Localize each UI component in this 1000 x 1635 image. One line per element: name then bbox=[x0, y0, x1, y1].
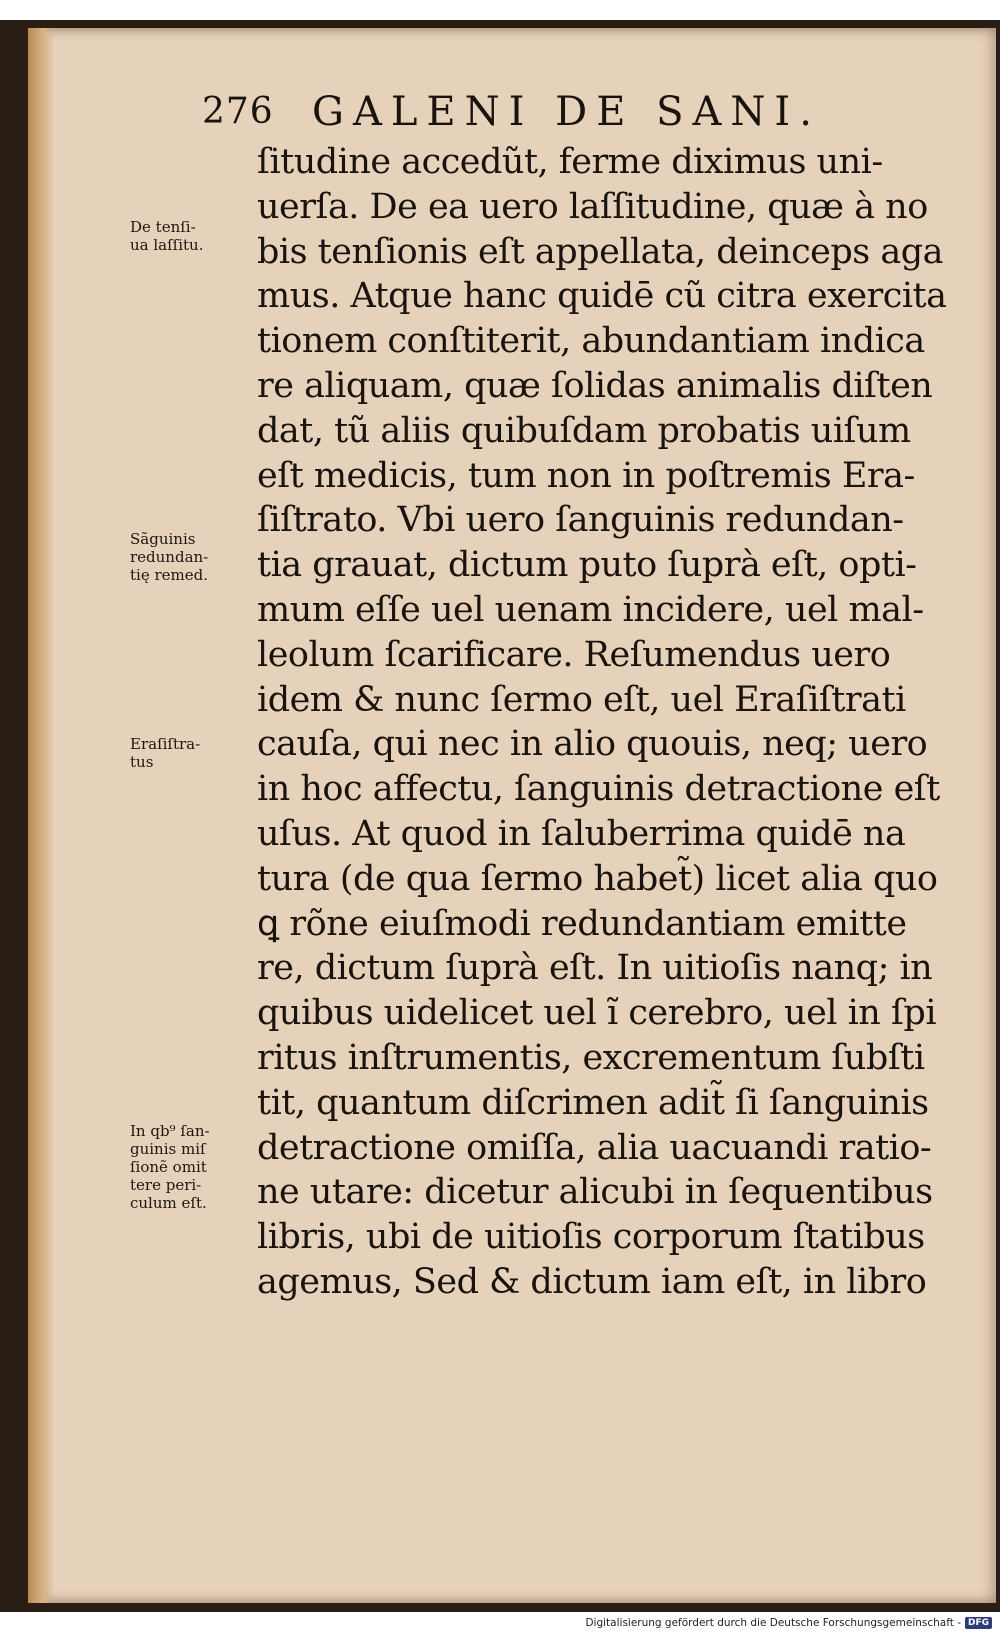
text-line: ꝗ rõne eiuſmodi redundantiam emitte bbox=[257, 903, 907, 944]
text-line: ſitudine accedũt, ferme diximus uni- bbox=[257, 142, 883, 182]
text-line: re, dictum ſuprà eſt. In uitioſis nanq; in bbox=[257, 948, 933, 989]
page-spine-shadow bbox=[28, 28, 54, 1603]
note-line: culum eſt. bbox=[130, 1194, 207, 1212]
note-line: ua laſſitu. bbox=[130, 236, 204, 254]
body-text bbox=[257, 140, 947, 1305]
text-line: mus. Atque hanc quidē cũ citra exercita bbox=[257, 276, 947, 317]
marginal-note-sanguinis-missione bbox=[130, 1122, 252, 1212]
digitization-footer bbox=[585, 1614, 992, 1632]
text-line: tura (de qua ſermo habet̃) licet alia quo bbox=[257, 858, 938, 899]
marginal-note-sanguinis-redundantiae bbox=[130, 530, 252, 584]
text-line: cauſa, qui nec in alio quouis, neq; uero bbox=[257, 724, 928, 765]
text-line: leolum ſcarificare. Reſumendus uero bbox=[257, 634, 891, 675]
text-line: quibus uidelicet uel ĩ cerebro, uel in ſpi bbox=[257, 993, 937, 1034]
text-line: ne utare: dicetur alicubi in ſequentibus bbox=[257, 1172, 933, 1213]
text-line: tionem conſtiterit, abundantiam indica bbox=[257, 321, 925, 362]
text-line: idem & nunc ſermo eſt, uel Eraſiſtrati bbox=[257, 679, 906, 720]
text-line: bis tenſionis eſt appellata, deinceps aga bbox=[257, 231, 944, 272]
text-line: in hoc affectu, ſanguinis detractione eſt bbox=[257, 769, 940, 810]
marginal-note-tensiva-lassitudo bbox=[130, 218, 252, 254]
note-line: ſionẽ omit bbox=[130, 1158, 207, 1176]
text-line: uerſa. De ea uero laſſitudine, quæ à no bbox=[257, 186, 928, 227]
note-line: Eraſiſtra- bbox=[130, 735, 201, 753]
text-line: libris, ubi de uitioſis corporum ſtatibus bbox=[257, 1217, 925, 1258]
note-line: De tenſi- bbox=[130, 218, 196, 236]
dfg-logo-icon: DFG bbox=[965, 1617, 992, 1629]
marginal-note-erasistratus bbox=[130, 735, 252, 771]
text-line: dat, tũ aliis quibuſdam probatis uiſum bbox=[257, 410, 911, 451]
text-line: agemus, Sed & dictum iam eſt, in libro bbox=[257, 1261, 927, 1302]
page-number: 276 bbox=[202, 91, 274, 132]
text-line: tit, quantum diſcrimen adit̃ ſi ſanguinis bbox=[257, 1082, 929, 1123]
note-line: tere peri- bbox=[130, 1176, 202, 1194]
note-line: tus bbox=[130, 753, 154, 771]
text-line: uſus. At quod in ſaluberrima quidē na bbox=[257, 813, 906, 854]
text-line: mum eſſe uel uenam incidere, uel mal- bbox=[257, 589, 924, 630]
note-line: In qb⁹ ſan- bbox=[130, 1122, 210, 1140]
text-line: re aliquam, quæ ſolidas animalis diſten bbox=[257, 365, 933, 406]
note-line: guinis miſ bbox=[130, 1140, 206, 1158]
text-line: detractione omiſſa, alia uacuandi ratio- bbox=[257, 1127, 932, 1168]
text-line: ſiſtrato. Vbi uero ſanguinis redundan- bbox=[257, 500, 904, 541]
note-line: redundan- bbox=[130, 548, 209, 566]
text-line: eſt medicis, tum non in poſtremis Era- bbox=[257, 455, 915, 496]
text-line: ritus inſtrumentis, excrementum ſubſti bbox=[257, 1037, 925, 1078]
note-line: Sãguinis bbox=[130, 530, 196, 548]
text-line: tia grauat, dictum puto ſuprà eſt, opti- bbox=[257, 545, 917, 586]
note-line: tię remed. bbox=[130, 566, 208, 584]
running-head: GALENI DE SANI. bbox=[312, 89, 821, 135]
footer-credit: Digitalisierung gefördert durch die Deutsche Forschungsgemeinschaft - bbox=[585, 1617, 961, 1629]
